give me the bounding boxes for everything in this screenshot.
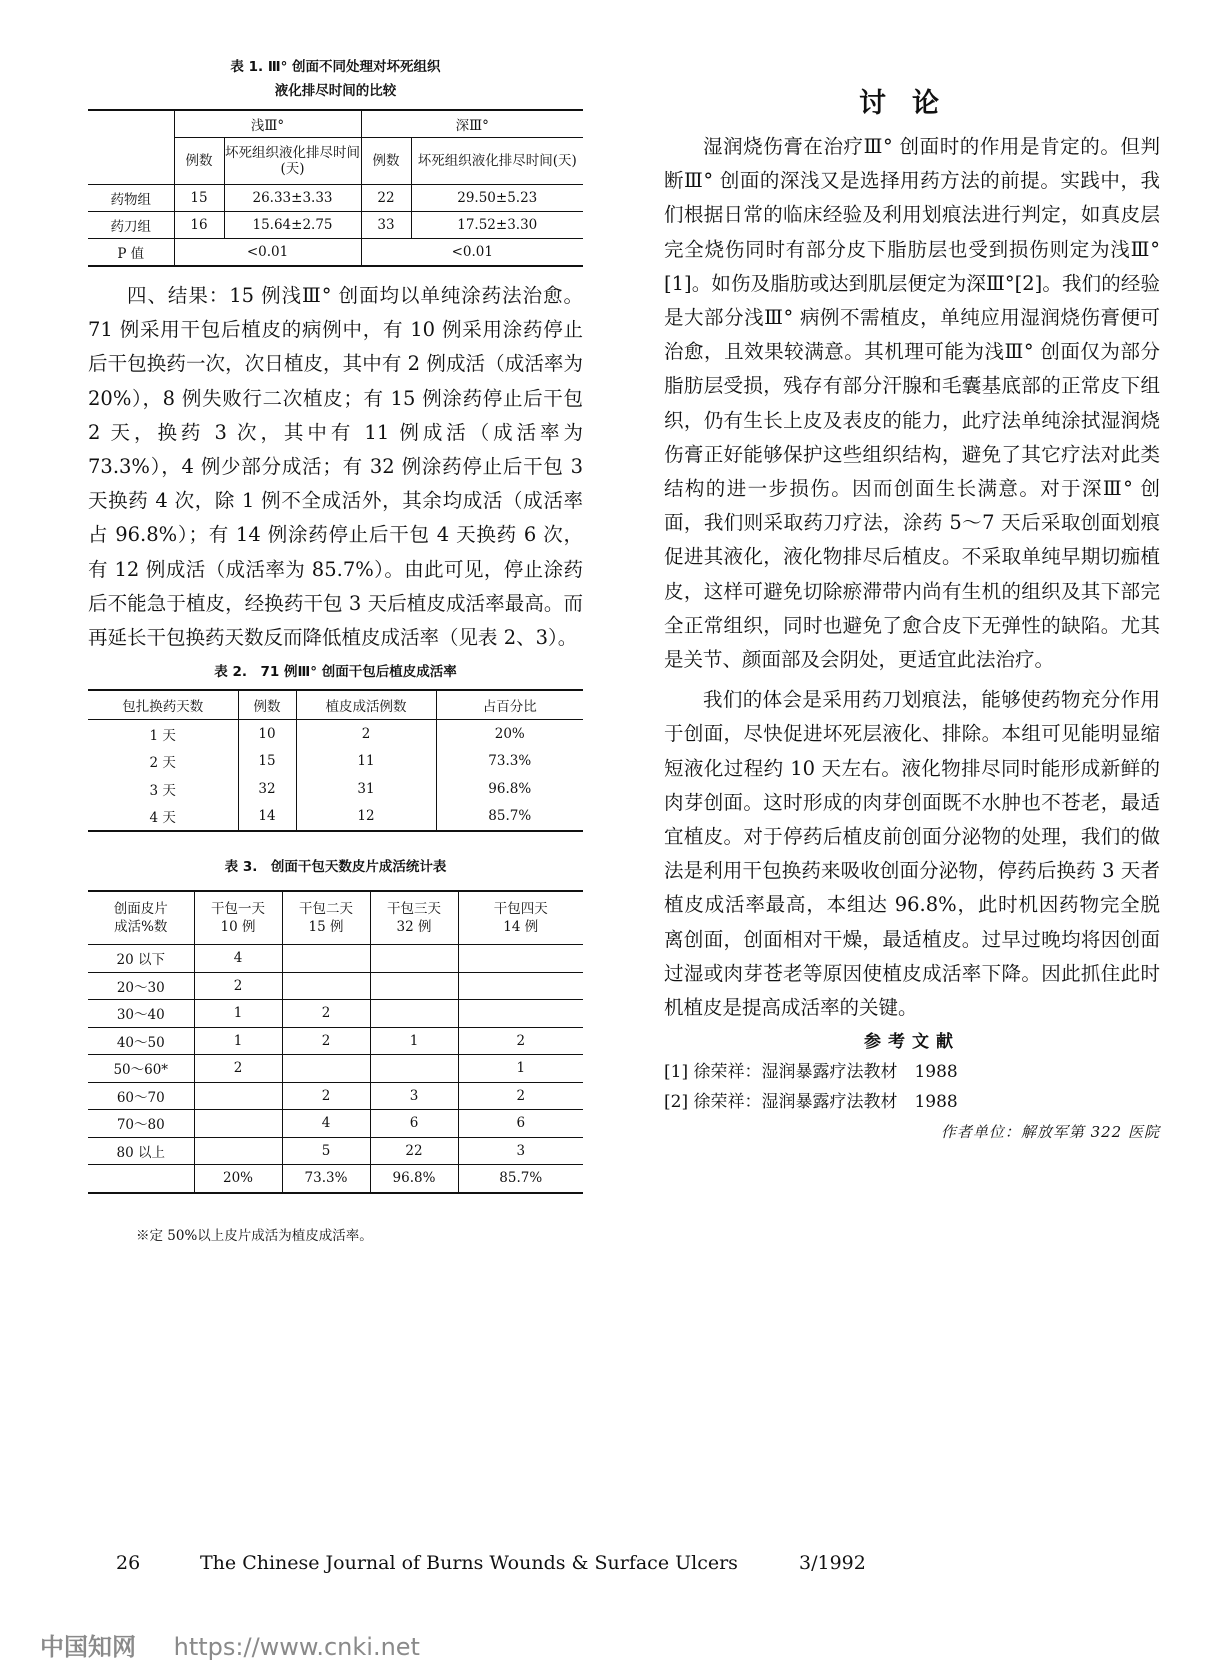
table3-cell	[458, 972, 583, 1000]
table-row	[88, 1165, 583, 1193]
table-row	[88, 1110, 583, 1138]
table-row	[88, 720, 583, 748]
table1-cell: 29.50±5.23	[411, 185, 583, 212]
table1-cell: 15	[174, 185, 224, 212]
table1-group-deep: 深Ⅲ°	[361, 110, 583, 138]
table-row	[88, 1137, 583, 1165]
table3-caption: 表 3. 创面干包天数皮片成活统计表	[224, 859, 447, 876]
table2-cell: 12	[296, 803, 436, 832]
table3-cell: 2	[458, 1027, 583, 1055]
table3-cell	[370, 972, 458, 1000]
right-column	[664, 86, 1160, 1147]
table3-cell: 20%	[194, 1165, 282, 1193]
table2-cell: 10	[238, 720, 296, 748]
table3-cell: 1	[194, 1000, 282, 1028]
table3-cell: 3	[370, 1082, 458, 1110]
table1-caption-line1: 表 1. Ⅲ° 创面不同处理对坏死组织	[230, 59, 441, 75]
table3-cell	[370, 1055, 458, 1083]
table2-cell: 31	[296, 775, 436, 803]
page-number: 26	[116, 1552, 141, 1574]
table3-cell: 4	[194, 945, 282, 973]
table3-cell: 3	[458, 1137, 583, 1165]
table1-cell: 17.52±3.30	[411, 212, 583, 239]
table3-cell: 2	[458, 1082, 583, 1110]
table3-cell: 5	[282, 1137, 370, 1165]
table1-p-value: <0.01	[174, 239, 361, 267]
table3-cell	[282, 972, 370, 1000]
table3-cell: 96.8%	[370, 1165, 458, 1193]
table1-cell: 26.33±3.33	[224, 185, 361, 212]
table2-cell: 73.3%	[436, 748, 583, 776]
table3-cell: 1	[458, 1055, 583, 1083]
table3-cell: 30～40	[88, 1000, 194, 1028]
table3-header-cell	[458, 891, 583, 945]
table-row	[88, 972, 583, 1000]
references-title: 参考文献	[864, 1032, 960, 1053]
table3-header-line: 成活%数	[114, 919, 168, 936]
table1-cell: 22	[361, 185, 411, 212]
table-row	[88, 185, 583, 212]
table3-cell: 2	[282, 1027, 370, 1055]
table3-cell: 2	[194, 1055, 282, 1083]
table1-col-count: 例数	[174, 138, 224, 185]
table3-cell: 2	[282, 1000, 370, 1028]
watermark-url[interactable]: https://www.cnki.net	[173, 1633, 420, 1661]
issue-number: 3/1992	[799, 1552, 866, 1574]
table2-cell: 85.7%	[436, 803, 583, 832]
table2-cell: 96.8%	[436, 775, 583, 803]
table-row	[88, 239, 583, 267]
table2-cell: 32	[238, 775, 296, 803]
table1-col-time: 坏死组织液化排尽时间(天)	[224, 138, 361, 185]
table3-cell: 73.3%	[282, 1165, 370, 1193]
table3-cell	[282, 945, 370, 973]
table1-p-label: P 值	[88, 239, 174, 267]
table2-header-cell: 植皮成活例数	[296, 690, 436, 720]
table3-header-line: 15 例	[308, 919, 344, 936]
table3-header-line: 干包四天	[493, 901, 548, 918]
table3-cell: 4	[282, 1110, 370, 1138]
table3-cell: 85.7%	[458, 1165, 583, 1193]
table3-cell	[194, 1110, 282, 1138]
discussion-paragraph-1: 湿润烧伤膏在治疗Ⅲ° 创面时的作用是肯定的。但判断Ⅲ° 创面的深浅又是选择用药方法的前提。实践中，我们根据日常的临床经验及利用划痕法进行判定，如真皮层完全烧伤同时有部分皮下脂肪层也受到损伤则定为浅Ⅲ°[1]。如伤及脂肪或达到肌层便定为深Ⅲ°[2]。我们的经验是大部分浅Ⅲ° 病例不需植皮，单纯应用湿润烧伤膏便可治愈，且效果较满意。其机理可能为浅Ⅲ° 创面仅为部分脂肪层受损，残存有部分汗腺和毛囊基底部的正常皮下组织，仍有生长上皮及表皮的能力，此疗法单纯涂拭湿润烧伤膏正好能够保护这些组织结构，避免了其它疗法对此类结构的进一步损伤。因而创面生长满意。对于深Ⅲ° 创面，我们则采取药刀疗法，涂药 5～7 天后采取创面划痕促进其液化，液化物排尽后植皮。不采取单纯早期切痂植皮，这样可避免切除瘀滞带内尚有生机的组织及其下部完全正常组织，同时也避免了愈合皮下无弹性的缺陷。尤其是关节、颜面部及会阴处，更适宜此法治疗。	[664, 135, 1160, 672]
table2-cell: 4 天	[149, 810, 176, 827]
table1-group-shallow: 浅Ⅲ°	[174, 110, 361, 138]
table3-cell: 70～80	[88, 1110, 194, 1138]
table-header-row	[88, 690, 583, 720]
table-row	[88, 748, 583, 776]
table1-cell: 16	[174, 212, 224, 239]
table3	[88, 890, 583, 1194]
table3-cell: 1	[194, 1027, 282, 1055]
table1-cell: 15.64±2.75	[224, 212, 361, 239]
table3-header-cell	[370, 891, 458, 945]
table3-cell: 80 以上	[88, 1137, 194, 1165]
table1	[88, 109, 583, 267]
table2-cell: 15	[238, 748, 296, 776]
table3-cell: 20～30	[88, 972, 194, 1000]
table3-header-line: 干包二天	[299, 901, 353, 918]
journal-name: The Chinese Journal of Burns Wounds & Surface Ulcers	[200, 1552, 738, 1574]
table3-cell: 6	[458, 1110, 583, 1138]
table3-cell	[370, 945, 458, 973]
table3-header-line: 创面皮片	[113, 901, 168, 918]
table3-note: ※定 50%以上皮片成活为植皮成活率。	[136, 1227, 373, 1244]
table3-cell: 1	[370, 1027, 458, 1055]
table3-cell: 2	[194, 972, 282, 1000]
table-row	[88, 1000, 583, 1028]
table3-cell	[194, 1137, 282, 1165]
discussion-paragraph-2: 我们的体会是采用药刀划痕法，能够使药物充分作用于创面，尽快促进坏死层液化、排除。本组可见能明显缩短液化过程约 10 天左右。液化物排尽同时能形成新鲜的肉芽创面。这时形成的肉芽创面既不水肿也不苍老，最适宜植皮。对于停药后植皮前创面分泌物的处理，我们的做法是利用干包换药来吸收创面分泌物，停药后换药 3 天者植皮成活率最高，本组达 96.8%，此时机因药物完全脱离创面，创面相对干燥，最适植皮。过早过晚均将因创面过湿或肉芽苍老等原因使植皮成活率下降。因此抓住此时机植皮是提高成活率的关键。	[664, 688, 1160, 1020]
table2	[88, 689, 583, 832]
table1-row-label: 药物组	[88, 185, 174, 212]
table2-cell: 14	[238, 803, 296, 832]
cnki-watermark	[40, 1627, 420, 1662]
table-row	[88, 1055, 583, 1083]
table2-header-cell: 例数	[238, 690, 296, 720]
discussion-title: 讨论	[859, 88, 965, 119]
table1-row-label: 药刀组	[88, 212, 174, 239]
table3-header-cell	[282, 891, 370, 945]
table3-header-line: 32 例	[396, 919, 432, 936]
table3-cell: 60～70	[88, 1082, 194, 1110]
table-row	[88, 1027, 583, 1055]
left-column	[88, 55, 583, 1244]
table1-corner-cell	[88, 110, 174, 185]
table3-cell: 2	[282, 1082, 370, 1110]
table2-cell: 11	[296, 748, 436, 776]
table2-cell: 1 天	[149, 727, 176, 744]
table3-cell	[88, 1165, 194, 1193]
table-row	[88, 945, 583, 973]
table3-cell: 20 以下	[88, 945, 194, 973]
table3-cell	[458, 1000, 583, 1028]
table3-header-cell	[88, 891, 194, 945]
table3-cell: 40～50	[88, 1027, 194, 1055]
table3-cell: 22	[370, 1137, 458, 1165]
table3-cell	[282, 1055, 370, 1083]
table3-header-line: 干包一天	[211, 901, 265, 918]
table-row	[88, 1082, 583, 1110]
results-paragraph: 四、结果：15 例浅Ⅲ° 创面均以单纯涂药法治愈。71 例采用干包后植皮的病例中，有 10 例采用涂药停止后干包换药一次，次日植皮，其中有 2 例成活（成活率为 20%），8 例失败行二次植皮；有 15 例涂药停止后干包 2 天，换药 3 次，其中有 11 例成活（成活率为 73.3%），4 例少部分成活；有 32 例涂药停止后干包 3 天换药 4 次，除 1 例不全成活外，其余均成活（成活率占 96.8%）；有 14 例涂药停止后干包 4 天换药 6 次，有 12 例成活（成活率为 85.7%）。由此可见，停止涂药后不能急于植皮，经换药干包 3 天后植皮成活率最高。而再延长干包换药天数反而降低植皮成活率（见表 2、3）。	[88, 284, 583, 650]
table1-col-count: 例数	[361, 138, 411, 185]
table2-cell: 2	[296, 720, 436, 748]
table3-header-cell	[194, 891, 282, 945]
table2-cell: 20%	[436, 720, 583, 748]
reference-item: [1] 徐荣祥：湿润暴露疗法教材 1988	[664, 1062, 958, 1083]
table-row	[88, 212, 583, 239]
table3-header-line: 干包三天	[387, 901, 441, 918]
table3-header-line: 14 例	[503, 919, 539, 936]
table3-cell: 50～60*	[88, 1055, 194, 1083]
table3-header-line: 10 例	[220, 919, 256, 936]
table1-p-value: <0.01	[361, 239, 583, 267]
table2-header-cell: 占百分比	[436, 690, 583, 720]
table1-cell: 33	[361, 212, 411, 239]
table-row	[88, 803, 583, 832]
table2-cell: 3 天	[149, 782, 176, 799]
table3-cell	[370, 1000, 458, 1028]
table-header-row	[88, 891, 583, 945]
table1-col-time: 坏死组织液化排尽时间(天)	[411, 138, 583, 185]
author-affiliation: 作者单位：解放军第 322 医院	[940, 1123, 1160, 1142]
reference-item: [2] 徐荣祥：湿润暴露疗法教材 1988	[664, 1092, 958, 1113]
table3-cell	[458, 945, 583, 973]
table1-caption-line2: 液化排尽时间的比较	[274, 83, 397, 99]
table3-cell: 6	[370, 1110, 458, 1138]
table-row	[88, 775, 583, 803]
table2-header-cell: 包扎换药天数	[88, 690, 238, 720]
table2-caption: 表 2. 71 例Ⅲ° 创面干包后植皮成活率	[214, 664, 457, 681]
watermark-brand: 中国知网	[40, 1633, 136, 1661]
table2-cell: 2 天	[149, 755, 176, 772]
table3-cell	[194, 1082, 282, 1110]
